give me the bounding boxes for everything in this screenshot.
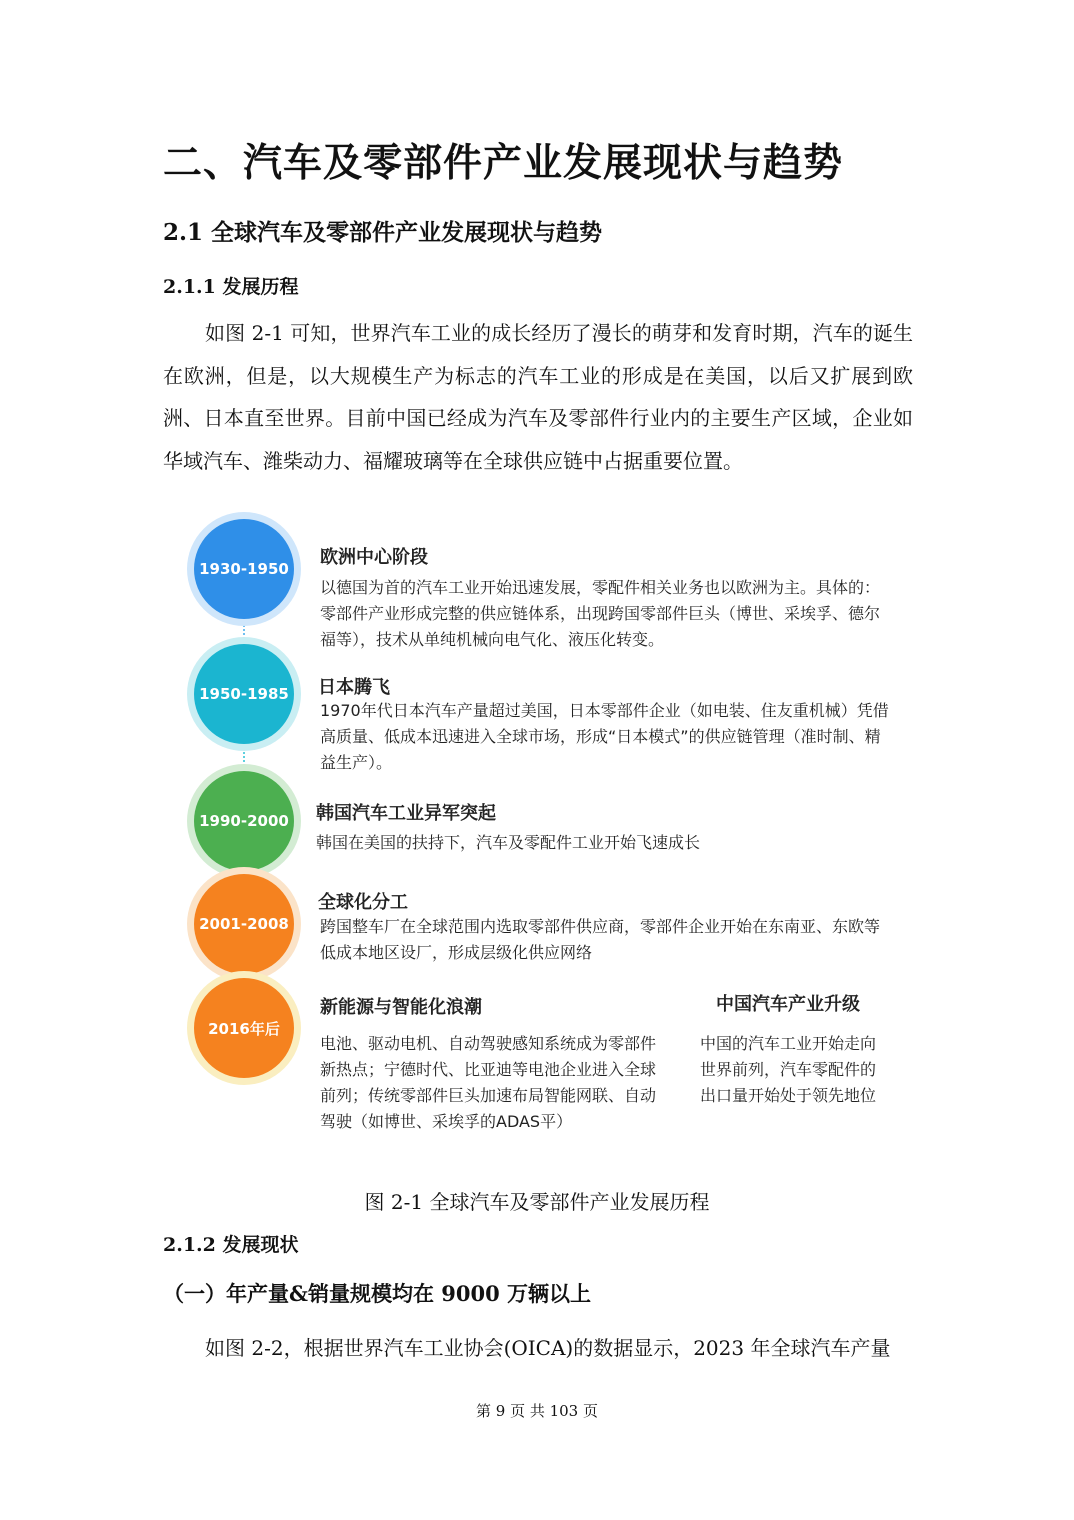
period-badge: 1930-1950	[194, 519, 294, 619]
stage-text: 韩国在美国的扶持下，汽车及零配件工业开始飞速成长	[316, 830, 888, 856]
stage-text: 1970年代日本汽车产量超过美国，日本零部件企业（如电装、住友重机械）凭借高质量、低成本迅速进入全球市场，形成“日本模式”的供应链管理（准时制、精益生产）。	[320, 698, 892, 776]
side-text: 中国的汽车工业开始走向世界前列，汽车零配件的出口量开始处于领先地位	[700, 1031, 876, 1109]
figure-caption: 图 2-1 全球汽车及零部件产业发展历程	[0, 1186, 1074, 1215]
period-badge: 2001-2008	[194, 874, 294, 974]
paragraph: 如图 2-1 可知，世界汽车工业的成长经历了漫长的萌芽和发育时期，汽车的诞生在欧洲，但是，以大规模生产为标志的汽车工业的形成是在美国，以后又扩展到欧洲、日本直至世界。目前中国已经成为汽车及零部件行业内的主要生产区域，企业如华域汽车、潍柴动力、福耀玻璃等在全球供应链中占据重要位置。	[163, 312, 913, 482]
stage-title: 韩国汽车工业异军突起	[316, 799, 496, 825]
period-badge: 1990-2000	[194, 771, 294, 871]
period-badge: 1950-1985	[194, 644, 294, 744]
stage-text: 以德国为首的汽车工业开始迅速发展，零配件相关业务也以欧洲为主。具体的：零部件产业形成完整的供应链体系，出现跨国零部件巨头（博世、采埃孚、德尔福等），技术从单纯机械向电气化、液压化转变。	[320, 575, 892, 653]
subsection-heading: 2.1.1 发展历程	[163, 272, 299, 299]
stage-title: 新能源与智能化浪潮	[320, 993, 482, 1019]
paragraph: 如图 2-2，根据世界汽车工业协会(OICA)的数据显示，2023 年全球汽车产量	[163, 1327, 913, 1370]
stage-text: 电池、驱动电机、自动驾驶感知系统成为零部件新热点；宁德时代、比亚迪等电池企业进入全球前列；传统零部件巨头加速布局智能网联、自动驾驶（如博世、采埃孚的ADAS平）	[320, 1031, 670, 1135]
subheading: （一）年产量&销量规模均在 9000 万辆以上	[163, 1278, 591, 1308]
chapter-heading: 二、汽车及零部件产业发展现状与趋势	[163, 132, 843, 188]
subsection-heading: 2.1.2 发展现状	[163, 1230, 299, 1257]
page-footer: 第 9 页 共 103 页	[0, 1400, 1074, 1421]
side-title: 中国汽车产业升级	[700, 990, 876, 1016]
stage-title: 欧洲中心阶段	[320, 543, 428, 569]
stage-title: 全球化分工	[318, 888, 408, 914]
section-heading: 2.1 全球汽车及零部件产业发展现状与趋势	[163, 214, 602, 247]
document-page	[0, 0, 1074, 1520]
stage-title: 日本腾飞	[318, 673, 390, 699]
period-badge: 2016年后	[194, 978, 294, 1078]
stage-text: 跨国整车厂在全球范围内选取零部件供应商，零部件企业开始在东南亚、东欧等低成本地区设厂，形成层级化供应网络	[320, 914, 892, 966]
